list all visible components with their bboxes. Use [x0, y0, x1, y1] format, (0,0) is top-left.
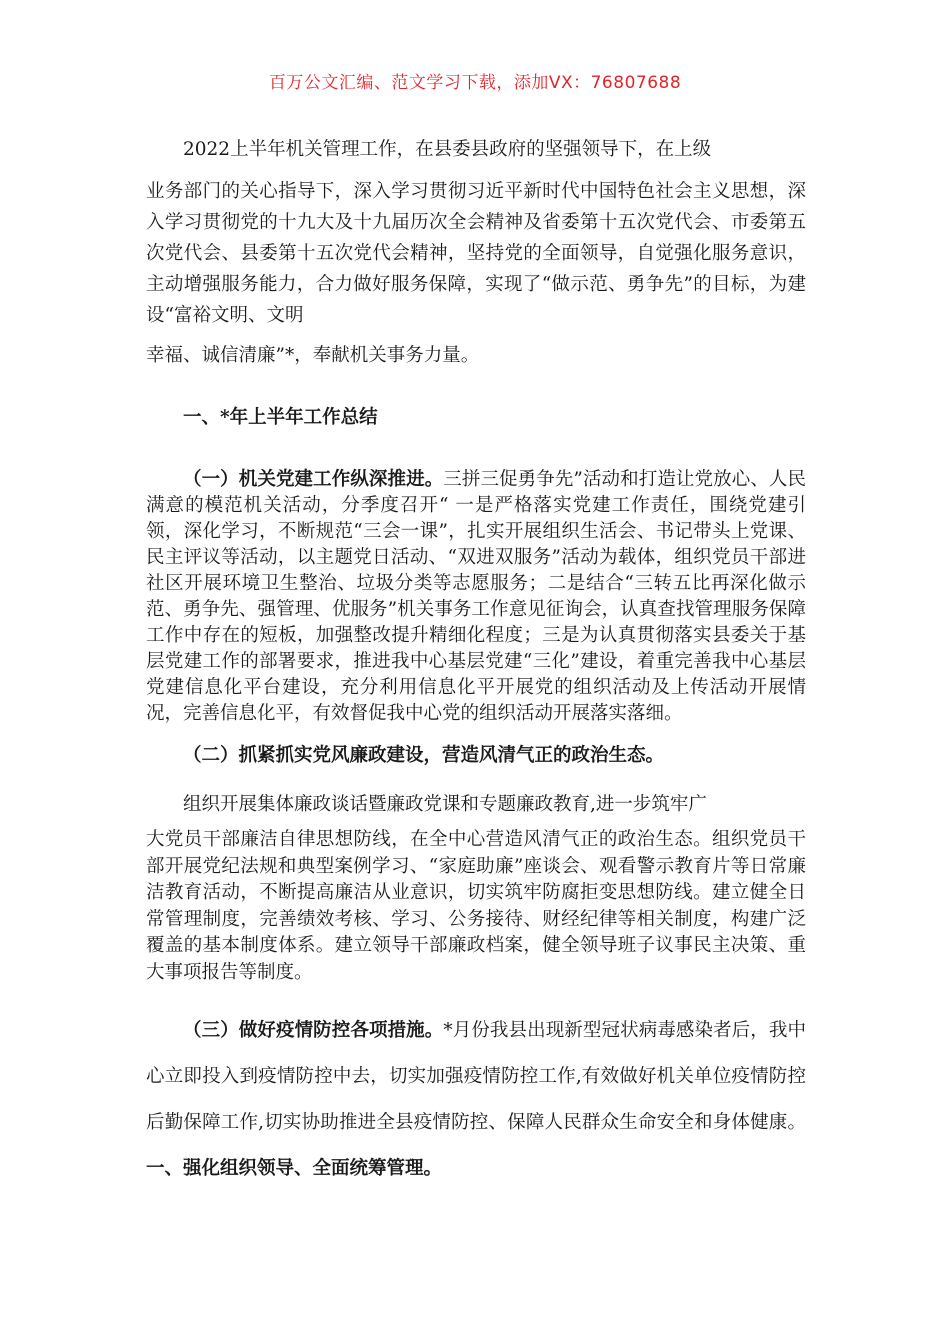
subsection-3-body: *月份我县出现新型冠状病毒感染者后，我中心立即投入到疫情防控中去，切实加强疫情防控工作,有效做好机关单位疫情防控后勤保障工作,切实协助推进全县疫情防控、保障人民群众生命安全和身体健康。 [146, 1020, 806, 1133]
intro-last-line: 幸福、诚信清廉”*，奉献机关事务力量。 [146, 345, 480, 366]
subsection-3-tail: 一、强化组织领导、全面统筹管理。 [146, 1158, 443, 1179]
document-body [146, 134, 806, 1192]
subsection-3-title: （三）做好疫情防控各项措施。 [183, 1020, 444, 1041]
intro-first-line: 2022上半年机关管理工作，在县委县政府的坚强领导下，在上级 [183, 139, 712, 160]
intro-paragraph: 业务部门的关心指导下，深入学习贯彻习近平新时代中国特色社会主义思想，深入学习贯彻党的十九大及十九届历次全会精神及省委第十五次党代会、市委第五次党代会、县委第十五次党代会精神，坚持党的全面领导，自觉强化服务意识，主动增强服务能力，合力做好服务保障，实现了“做示范、勇争先”的目标，为建设“富裕文明、文明 [146, 181, 806, 326]
subsection-3 [146, 1008, 806, 1192]
watermark-header: 百万公文汇编、范文学习下载，添加VX：76807688 [268, 73, 682, 93]
section-title: 一、*年上半年工作总结 [183, 407, 378, 428]
subsection-2-title: （二）抓紧抓实党风廉政建设，营造风清气正的政治生态。 [183, 745, 665, 766]
subsection-1-title: （一）机关党建工作纵深推进。 [183, 469, 444, 490]
subsection-1 [146, 467, 806, 727]
subsection-2-body: 大党员干部廉洁自律思想防线，在全中心营造风清气正的政治生态。组织党员干部开展党纪法规和典型案例学习、“家庭助廉”座谈会、观看警示教育片等日常廉洁教育活动，不断提高廉洁从业意识，切实筑牢防腐拒变思想防线。建立健全日常管理制度，完善绩效考核、学习、公务接待、财经纪律等相关制度，构建广泛覆盖的基本制度体系。建立领导干部廉政档案，健全领导班子议事民主决策、重大事项报告等制度。 [146, 829, 806, 983]
subsection-2-first-line: 组织开展集体廉政谈话暨廉政党课和专题廉政教育,进一步筑牢广 [183, 794, 707, 815]
subsection-1-body: 三拼三促勇争先”活动和打造让党放心、人民满意的模范机关活动，分季度召开“ 一是严格落实党建工作责任，围绕党建引领，深化学习，不断规范“三会一课”，扎实开展组织生活会、书记带头上党课、民主评议等活动，以主题党日活动、“双进双服务”活动为载体，组织党员干部进社区开展环境卫生整治、垃圾分类等志愿服务；二是结合“三转五比再深化做示范、勇争先、强管理、优服务”机关事务工作意见征询会，认真查找管理服务保障工作中存在的短板，加强整改提升精细化程度；三是为认真贯彻落实县委关于基层党建工作的部署要求，推进我中心基层党建“三化”建设，着重完善我中心基层党建信息化平台建设，充分利用信息化平开展党的组织活动及上传活动开展情况，完善信息化平，有效督促我中心党的组织活动开展落实落细。 [146, 469, 806, 724]
